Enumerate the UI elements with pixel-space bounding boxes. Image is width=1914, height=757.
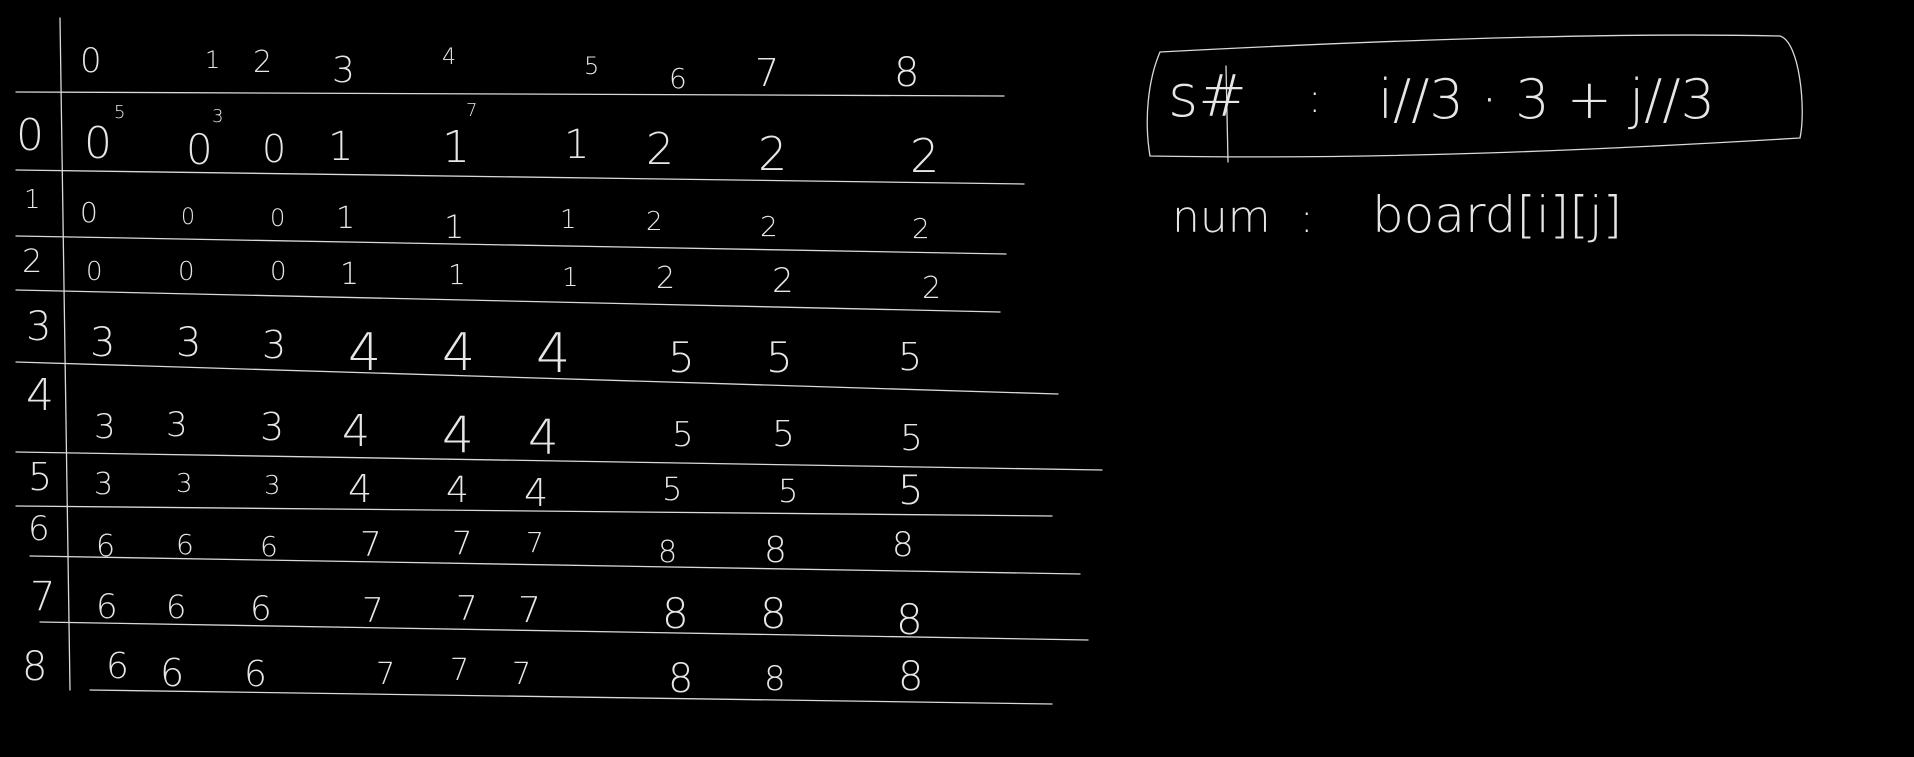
grid-cell: 0 <box>186 125 213 174</box>
grid-cell: 4 <box>528 410 559 466</box>
grid-cell: 0 <box>86 257 103 287</box>
grid-cell: 0 <box>262 127 287 171</box>
grid-values <box>80 118 941 702</box>
grid-cell: 3 <box>260 405 285 449</box>
grid-cell: 7 <box>360 525 382 565</box>
grid-cell: 3 <box>176 320 202 366</box>
header-divider <box>16 92 1004 96</box>
grid-cell: 7 <box>512 657 532 692</box>
grid-cell: 4 <box>536 322 571 385</box>
num-separator: : <box>1300 196 1314 242</box>
grid-cell: 1 <box>336 201 356 236</box>
grid-cell: 0 <box>84 118 112 169</box>
row-header: 6 <box>28 509 50 549</box>
grid-cell: 4 <box>524 471 549 515</box>
grid-cell: 0 <box>181 205 195 230</box>
grid-cell: 1 <box>562 263 579 293</box>
formula-separator: : <box>1308 76 1322 122</box>
grid-cell: 1 <box>442 122 470 173</box>
row-header: 8 <box>22 644 48 690</box>
grid-cell: 2 <box>772 261 794 301</box>
grid-cell: 7 <box>518 590 541 631</box>
grid-cell: 1 <box>564 122 590 168</box>
grid-cell: 3 <box>262 323 287 367</box>
grid-cell: 4 <box>348 467 373 511</box>
formula-rhs: i//3 · 3 + j//3 <box>1378 68 1715 131</box>
column-header: 4 <box>442 45 456 70</box>
superscripts <box>114 100 477 127</box>
grid-cell: 5 <box>900 418 923 459</box>
formula-box <box>1147 35 1802 162</box>
column-header: 6 <box>669 62 687 95</box>
grid-cell: 6 <box>96 587 118 627</box>
grid-cell: 5 <box>766 333 793 382</box>
formula-lhs: s# <box>1168 62 1247 130</box>
grid-cell: 6 <box>160 651 185 695</box>
grid-cell: 7 <box>526 526 544 559</box>
grid-cell: 7 <box>376 657 396 692</box>
column-header: 2 <box>253 45 273 80</box>
row-header: 5 <box>28 455 53 499</box>
grid-cell: 3 <box>264 471 281 501</box>
grid-cell: 7 <box>450 653 470 688</box>
num-label: num <box>1172 192 1271 243</box>
superscript-mark: 7 <box>466 100 478 121</box>
superscript-mark: 3 <box>212 106 224 127</box>
grid-cell: 3 <box>90 320 116 366</box>
grid-cell: 1 <box>448 258 466 291</box>
row-header: 7 <box>30 574 56 620</box>
row-header: 1 <box>24 185 41 215</box>
grid-cell: 6 <box>260 530 278 563</box>
grid-cell: 7 <box>456 589 478 629</box>
grid-cell: 8 <box>764 659 786 699</box>
grid-cell: 0 <box>270 257 287 287</box>
row-divider <box>40 622 1088 640</box>
grid-cell: 8 <box>898 654 924 700</box>
grid-cell: 6 <box>96 529 116 564</box>
grid-cell: 3 <box>176 469 193 499</box>
grid-cell: 5 <box>662 470 683 508</box>
vertical-divider <box>60 18 70 690</box>
grid-cell: 2 <box>922 271 942 306</box>
grid-cell: 8 <box>662 589 689 638</box>
column-headers <box>80 41 919 96</box>
grid-cell: 4 <box>442 406 474 464</box>
grid-cell: 6 <box>106 646 129 687</box>
grid-cell: 2 <box>646 207 663 237</box>
column-header: 0 <box>80 41 102 81</box>
grid-cell: 6 <box>166 588 187 626</box>
row-divider <box>16 452 1102 470</box>
row-divider <box>16 236 1006 254</box>
grid-cell: 5 <box>668 333 695 382</box>
column-header: 7 <box>755 51 780 95</box>
grid-cell: 4 <box>342 406 370 457</box>
grid-cell: 4 <box>348 323 382 383</box>
grid-cell: 2 <box>758 127 788 181</box>
grid-cell: 8 <box>896 595 923 644</box>
grid-cell: 5 <box>898 335 923 379</box>
grid-cell: 7 <box>362 591 384 631</box>
grid-cell: 6 <box>250 589 272 629</box>
num-note <box>1172 186 1622 244</box>
grid-cell: 8 <box>892 525 914 565</box>
grid-cell: 2 <box>760 210 778 243</box>
grid-cell: 8 <box>764 530 787 571</box>
grid-cell: 5 <box>778 472 799 510</box>
row-divider <box>16 290 1000 312</box>
column-header: 5 <box>584 52 600 80</box>
row-header: 3 <box>26 304 52 350</box>
row-header: 4 <box>26 370 54 421</box>
grid-cell: 1 <box>328 124 354 170</box>
superscript-mark: 5 <box>114 102 126 123</box>
column-header: 8 <box>894 50 920 96</box>
grid-cell: 3 <box>166 405 188 445</box>
grid-cell: 5 <box>772 414 795 455</box>
grid-cell: 2 <box>656 261 676 296</box>
grid-cell: 3 <box>94 467 114 502</box>
grid-cell: 6 <box>244 654 267 695</box>
row-header: 2 <box>22 242 43 280</box>
grid-cell: 7 <box>452 524 473 562</box>
grid-cell: 0 <box>270 204 286 232</box>
grid-cell: 5 <box>898 468 924 514</box>
grid-cell: 1 <box>444 208 465 246</box>
grid-cell: 8 <box>658 535 678 570</box>
column-header: 1 <box>205 46 221 74</box>
grid-cell: 8 <box>760 589 787 638</box>
row-header: 0 <box>16 110 44 161</box>
grid-cell: 6 <box>176 528 194 561</box>
grid-cell: 4 <box>446 470 469 511</box>
grid-cell: 0 <box>80 196 98 229</box>
grid-cell: 4 <box>442 323 476 383</box>
num-value: board[i][j] <box>1372 186 1623 244</box>
row-divider <box>16 170 1024 184</box>
grid-cell: 3 <box>94 407 116 447</box>
grid-cell: 2 <box>646 124 674 175</box>
column-header: 3 <box>332 50 355 91</box>
grid-cell: 2 <box>912 212 930 245</box>
grid-cell: 8 <box>668 656 694 702</box>
grid-cell: 5 <box>672 415 694 455</box>
row-headers <box>16 110 55 690</box>
grid-cell: 0 <box>178 257 195 287</box>
grid-cell: 2 <box>910 129 940 183</box>
grid-cell: 1 <box>560 205 577 235</box>
grid-cell: 1 <box>340 257 360 292</box>
